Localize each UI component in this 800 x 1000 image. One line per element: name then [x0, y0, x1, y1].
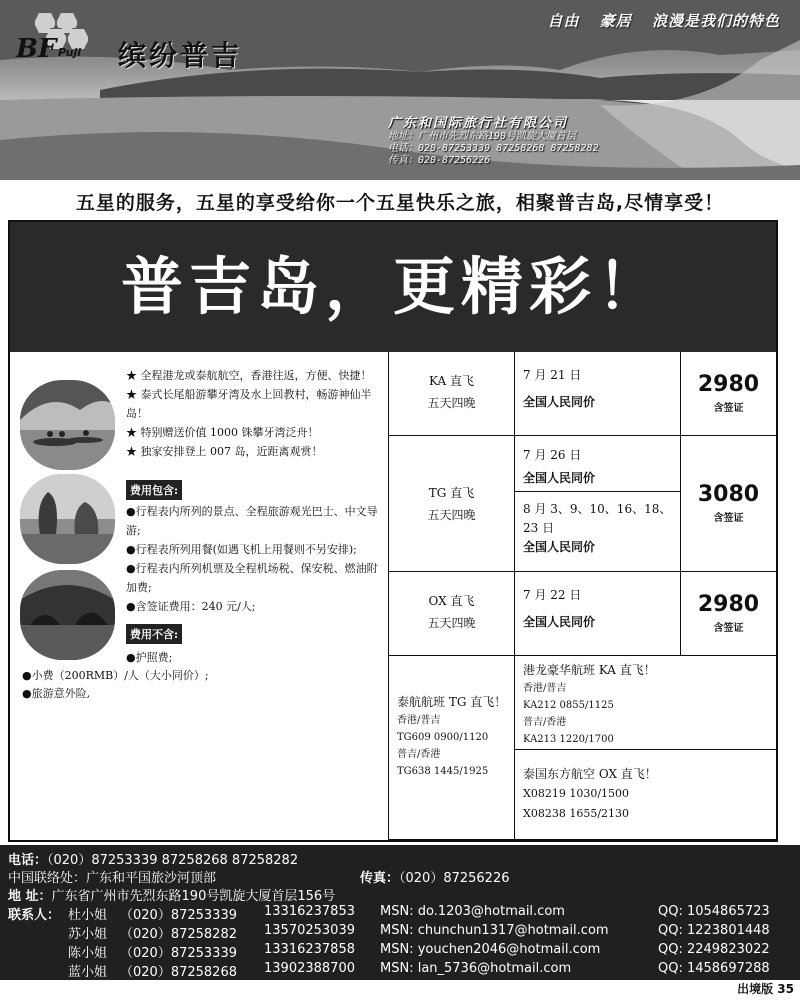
contact-tel: （020）87253339 — [120, 908, 237, 923]
included-item: ●行程表所列用餐(如遇飞机上用餐则不另安排); — [126, 543, 357, 556]
date-note: 全国人民同价 — [523, 540, 596, 554]
tour-date-ox — [515, 572, 681, 656]
excluded-item: ●旅游意外险, — [22, 687, 91, 700]
contact-tel: （020）87253339 — [120, 946, 237, 961]
address-text: 广东省广州市先烈东路190号凯旋大厦首层156号 — [51, 889, 336, 904]
contact-qq: QQ: 1223801448 — [658, 923, 770, 938]
route-duration: 五天四晚 — [427, 508, 476, 522]
kayak-photo — [20, 380, 115, 470]
contact-msn[interactable]: MSN: youchen2046@hotmail.com — [380, 942, 601, 957]
date-text: 7 月 21 日 — [523, 368, 582, 382]
phone-label: 电话： — [8, 853, 48, 868]
page-number: 出境版 35 — [737, 982, 794, 996]
date-note: 全国人民同价 — [523, 615, 596, 629]
office-address: 中国联络处：广东和平国旅沙河顶部 — [8, 871, 217, 886]
price-note: 含签证 — [713, 623, 744, 634]
price-amount: 2980 — [697, 592, 760, 617]
contact-mobile: 13570253039 — [264, 923, 355, 938]
contact-people-label: 联系人： — [8, 908, 61, 923]
tour-frame — [8, 220, 778, 842]
flight-route: 普吉/香港 — [523, 717, 567, 728]
excluded-item: ●小费（200RMB）/人（大小同价）; — [22, 669, 209, 682]
contact-mobile: 13316237858 — [264, 942, 355, 957]
flight-info-tg — [389, 656, 515, 840]
flight-number: X08219 1030/1500 — [523, 787, 630, 800]
highlight-item: ★ 全程港龙或泰航航空，香港往返，方便、快捷！ — [126, 369, 372, 382]
slogan: 自由 豪居 浪漫是我们的特色 — [547, 12, 780, 30]
included-item: ●行程表内所列的景点、全程旅游观光巴士、中文导游; — [126, 505, 378, 537]
flight-number: KA212 0855/1125 — [523, 700, 614, 711]
flight-head: 泰航航班 TG 直飞！ — [397, 695, 507, 709]
brand-logo — [10, 6, 280, 76]
logo-chinese: 缤纷普吉 — [118, 39, 243, 72]
flight-info-ox — [515, 750, 777, 840]
fax-label: 传真： — [360, 871, 400, 886]
tour-route-tg — [389, 436, 515, 572]
route-duration: 五天四晚 — [427, 396, 476, 410]
flight-number: TG609 0900/1120 — [397, 732, 489, 743]
flight-head: 泰国东方航空 OX 直飞！ — [523, 767, 657, 781]
company-phone: 电话：020-87253339 87258268 87258282 — [388, 143, 599, 154]
highlight-item: ★ 特别赠送价值 1000 铢攀牙湾泛舟！ — [126, 426, 319, 439]
company-address: 地址：广州市先烈东路190号凯旋大厦首层 — [388, 131, 577, 142]
price-note: 含签证 — [713, 513, 744, 524]
flight-head: 港龙豪华航班 KA 直飞！ — [523, 663, 656, 677]
contact-msn[interactable]: MSN: do.1203@hotmail.com — [380, 904, 565, 919]
contact-tel: （020）87258268 — [120, 965, 237, 980]
fax-number: （020）87256226 — [399, 871, 510, 886]
contact-tel: （020）87258282 — [120, 927, 237, 942]
tour-date-tg-1 — [515, 436, 681, 492]
included-label: 费用包含: — [126, 480, 182, 500]
contact-block — [0, 845, 800, 980]
logo-sub: Puji — [58, 46, 82, 59]
route-label: KA 直飞 — [429, 374, 474, 388]
price-amount: 2980 — [697, 372, 760, 397]
flight-number: TG638 1445/1925 — [397, 766, 489, 777]
logo-latin: BF — [16, 34, 57, 64]
tour-price-ka — [681, 352, 777, 436]
tour-route-ka — [389, 352, 515, 436]
price-note: 含签证 — [713, 403, 744, 414]
date-note: 全国人民同价 — [523, 395, 596, 409]
tour-price-tg — [681, 436, 777, 572]
price-amount: 3080 — [697, 482, 760, 507]
contact-msn[interactable]: MSN: lan_5736@hotmail.com — [380, 961, 572, 976]
flight-route: 香港/普吉 — [523, 683, 567, 694]
address-label: 地 址： — [8, 889, 52, 904]
flight-route: 香港/普吉 — [397, 715, 441, 726]
highlights-list — [126, 366, 384, 461]
date-text: 8 月 3、9、10、16、18、23 日 — [523, 502, 672, 535]
flight-route: 普吉/香港 — [397, 749, 441, 760]
contact-mobile: 13316237853 — [264, 904, 355, 919]
tagline: 五星的服务，五星的享受给你一个五星快乐之旅，相聚普吉岛,尽情享受！ — [75, 192, 725, 214]
bay-photo — [20, 570, 115, 660]
tour-price-ox — [681, 572, 777, 656]
included-item: ●含签证费用：240 元/人; — [126, 600, 256, 613]
contact-name: 苏小姐 — [68, 927, 108, 942]
date-text: 7 月 22 日 — [523, 588, 582, 602]
route-label: TG 直飞 — [428, 486, 475, 500]
highlight-item: ★ 泰式长尾船游攀牙湾及水上回教村，畅游神仙半岛！ — [126, 388, 372, 420]
highlight-item: ★ 独家安排登上 007 岛，近距离观赏！ — [126, 445, 323, 458]
included-list — [126, 502, 386, 616]
contact-qq: QQ: 1458697288 — [658, 961, 770, 976]
contact-qq: QQ: 1054865723 — [658, 904, 770, 919]
company-info — [388, 112, 599, 167]
contact-qq: QQ: 2249823022 — [658, 942, 770, 957]
company-fax: 传真：020-87256226 — [388, 155, 491, 166]
route-label: OX 直飞 — [428, 594, 475, 608]
tour-date-ka — [515, 352, 681, 436]
flight-number: KA213 1220/1700 — [523, 734, 614, 745]
date-note: 全国人民同价 — [523, 471, 596, 485]
contact-name: 杜小姐 — [68, 908, 108, 923]
excluded-label: 费用不含: — [126, 624, 182, 644]
route-duration: 五天四晚 — [427, 616, 476, 630]
contact-mobile: 13902388700 — [264, 961, 355, 976]
flight-info-ka — [515, 656, 777, 750]
hero-title: 普吉岛，更精彩！ — [10, 222, 776, 352]
limestone-island-photo — [20, 474, 115, 564]
contact-msn[interactable]: MSN: chunchun1317@hotmail.com — [380, 923, 609, 938]
tour-route-ox — [389, 572, 515, 656]
tour-date-tg-2 — [515, 492, 681, 572]
tour-details — [10, 352, 388, 840]
included-item: ●行程表内所列机票及全程机场税、保安税、燃油附加费; — [126, 562, 378, 594]
header-banner — [0, 0, 800, 180]
company-name: 广东和国际旅行社有限公司 — [388, 116, 569, 131]
date-text: 7 月 26 日 — [523, 448, 582, 462]
excluded-item: ●护照费; — [126, 651, 173, 664]
contact-name: 蓝小姐 — [68, 965, 108, 980]
tour-price-table — [388, 352, 776, 840]
contact-name: 陈小姐 — [68, 946, 108, 961]
phone-numbers: （020）87253339 87258268 87258282 — [47, 853, 299, 868]
flight-number: X08238 1655/2130 — [523, 807, 630, 820]
